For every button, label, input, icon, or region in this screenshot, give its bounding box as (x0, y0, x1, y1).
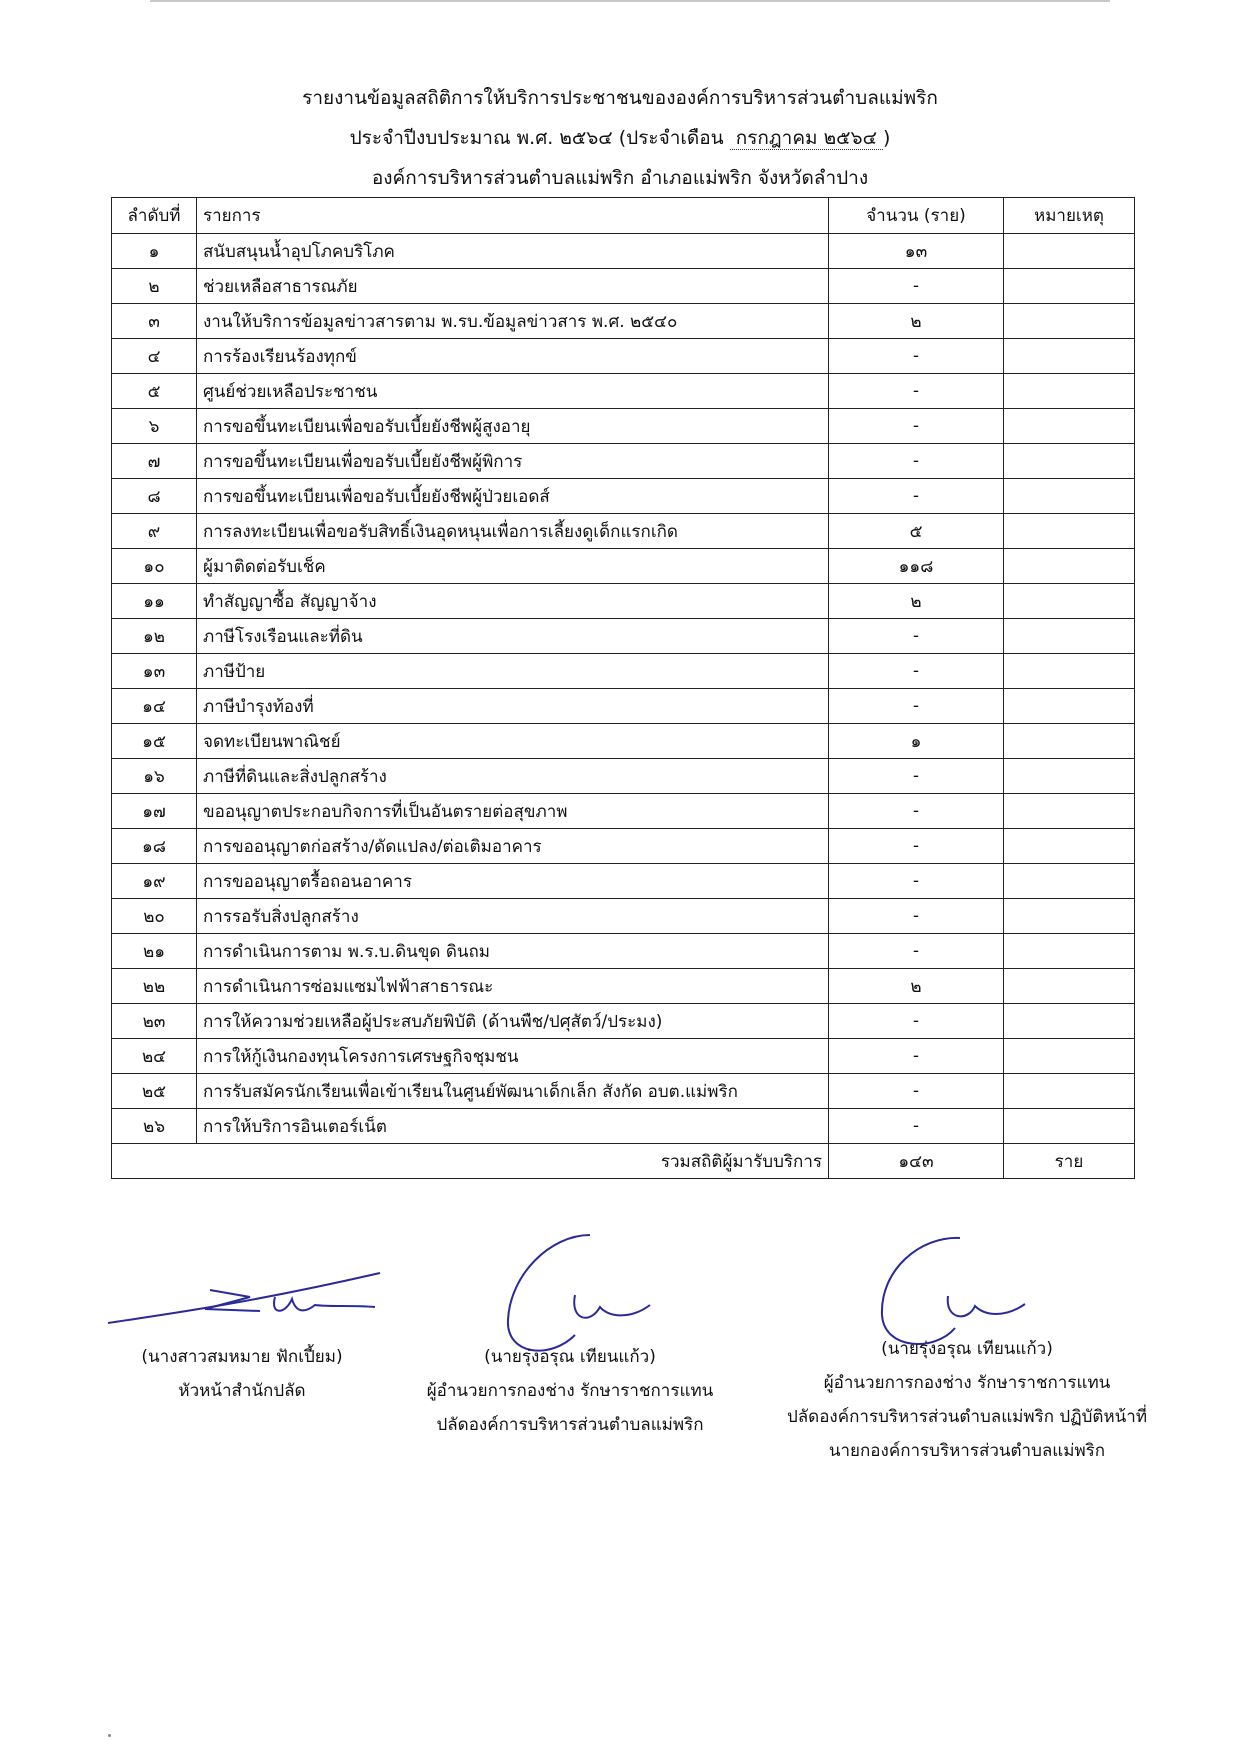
header-remark: หมายเหตุ (1004, 198, 1135, 234)
row-remark (1004, 1039, 1135, 1074)
signer-position: ผู้อำนวยการกองช่าง รักษาราชการแทน (426, 1381, 714, 1401)
row-remark (1004, 409, 1135, 444)
row-remark (1004, 1004, 1135, 1039)
row-count: - (829, 829, 1004, 864)
scan-edge-line (150, 0, 1110, 2)
row-count: - (829, 444, 1004, 479)
row-count: - (829, 899, 1004, 934)
row-number: ๕ (112, 374, 197, 409)
row-number: ๑๙ (112, 864, 197, 899)
row-item: ศูนย์ช่วยเหลือประชาชน (197, 374, 829, 409)
table-row (112, 269, 1135, 304)
row-item: ภาษีบำรุงท้องที่ (197, 689, 829, 724)
row-remark (1004, 269, 1135, 304)
row-number: ๒๑ (112, 934, 197, 969)
table-row (112, 829, 1135, 864)
fiscal-year-text: ประจำปีงบประมาณ พ.ศ. ๒๕๖๔ (ประจำเดือน (349, 127, 724, 149)
row-remark (1004, 934, 1135, 969)
row-number: ๒๓ (112, 1004, 197, 1039)
table-row (112, 339, 1135, 374)
row-item: การร้องเรียนร้องทุกข์ (197, 339, 829, 374)
signer-position: นายกองค์การบริหารส่วนตำบลแม่พริก (828, 1441, 1106, 1461)
scan-speck (108, 1734, 111, 1737)
row-number: ๙ (112, 514, 197, 549)
signature-block-3 (752, 1332, 1182, 1468)
table-row (112, 934, 1135, 969)
row-count: - (829, 689, 1004, 724)
row-count: - (829, 479, 1004, 514)
row-remark (1004, 864, 1135, 899)
row-remark (1004, 234, 1135, 269)
row-remark (1004, 829, 1135, 864)
row-remark (1004, 1074, 1135, 1109)
row-count: - (829, 409, 1004, 444)
row-count: - (829, 1074, 1004, 1109)
report-subtitle (0, 124, 1240, 152)
row-item: การดำเนินการซ่อมแซมไฟฟ้าสาธารณะ (197, 969, 829, 1004)
table-row (112, 759, 1135, 794)
table-total-row (112, 1144, 1135, 1179)
row-item: การรับสมัครนักเรียนเพื่อเข้าเรียนในศูนย์พัฒนาเด็กเล็ก สังกัด อบต.แม่พริก (197, 1074, 829, 1109)
row-count: - (829, 1109, 1004, 1144)
row-item: ผู้มาติดต่อรับเช็ค (197, 549, 829, 584)
signature-mark-1 (100, 1235, 400, 1335)
row-item: ภาษีที่ดินและสิ่งปลูกสร้าง (197, 759, 829, 794)
row-count: - (829, 654, 1004, 689)
table-row (112, 1074, 1135, 1109)
table-row (112, 1004, 1135, 1039)
row-item: การให้บริการอินเตอร์เน็ต (197, 1109, 829, 1144)
table-row (112, 479, 1135, 514)
row-item: การขอขึ้นทะเบียนเพื่อขอรับเบี้ยยังชีพผู้พิการ (197, 444, 829, 479)
row-number: ๔ (112, 339, 197, 374)
organization-line: องค์การบริหารส่วนตำบลแม่พริก อำเภอแม่พริก จังหวัดลำปาง (371, 167, 869, 189)
total-unit: ราย (1004, 1144, 1135, 1179)
signer-name: (นายรุ่งอรุณ เทียนแก้ว) (881, 1339, 1053, 1359)
row-number: ๒๔ (112, 1039, 197, 1074)
row-remark (1004, 339, 1135, 374)
row-number: ๒ (112, 269, 197, 304)
table-row (112, 374, 1135, 409)
row-number: ๖ (112, 409, 197, 444)
table-row (112, 794, 1135, 829)
row-item: การขออนุญาตก่อสร้าง/ดัดแปลง/ต่อเติมอาคาร (197, 829, 829, 864)
signer-name: (นางสาวสมหมาย ฟักเปี้ยม) (141, 1347, 343, 1367)
row-remark (1004, 689, 1135, 724)
row-count: - (829, 934, 1004, 969)
table-row (112, 1039, 1135, 1074)
signer-position: หัวหน้าสำนักปลัด (178, 1381, 306, 1401)
row-remark (1004, 374, 1135, 409)
row-count: ๒ (829, 304, 1004, 339)
row-count: ๑๑๘ (829, 549, 1004, 584)
row-count: - (829, 374, 1004, 409)
row-item: การลงทะเบียนเพื่อขอรับสิทธิ์เงินอุดหนุนเพื่อการเลี้ยงดูเด็กแรกเกิด (197, 514, 829, 549)
row-number: ๑๓ (112, 654, 197, 689)
row-item: งานให้บริการข้อมูลข่าวสารตาม พ.รบ.ข้อมูลข่าวสาร พ.ศ. ๒๕๔๐ (197, 304, 829, 339)
table-row (112, 724, 1135, 759)
table-row (112, 234, 1135, 269)
row-count: - (829, 619, 1004, 654)
row-remark (1004, 724, 1135, 759)
table-header-row (112, 198, 1135, 234)
row-count: - (829, 269, 1004, 304)
row-number: ๑๔ (112, 689, 197, 724)
row-count: - (829, 1004, 1004, 1039)
row-count: - (829, 1039, 1004, 1074)
row-item: การรอรับสิ่งปลูกสร้าง (197, 899, 829, 934)
row-count: ๑๓ (829, 234, 1004, 269)
row-remark (1004, 584, 1135, 619)
row-number: ๓ (112, 304, 197, 339)
row-number: ๒๖ (112, 1109, 197, 1144)
row-number: ๑๕ (112, 724, 197, 759)
signer-position: ผู้อำนวยการกองช่าง รักษาราชการแทน (823, 1373, 1111, 1393)
row-item: ทำสัญญาซื้อ สัญญาจ้าง (197, 584, 829, 619)
row-item: ภาษีป้าย (197, 654, 829, 689)
header-count: จำนวน (ราย) (829, 198, 1004, 234)
report-title: รายงานข้อมูลสถิติการให้บริการประชาชนขององค์การบริหารส่วนตำบลแม่พริก (302, 87, 938, 109)
row-number: ๒๒ (112, 969, 197, 1004)
row-item: สนับสนุนน้ำอุปโภคบริโภค (197, 234, 829, 269)
table-row (112, 409, 1135, 444)
table-row (112, 1109, 1135, 1144)
row-number: ๑๖ (112, 759, 197, 794)
signature-block-1 (112, 1340, 372, 1408)
row-count: - (829, 794, 1004, 829)
row-item: ขออนุญาตประกอบกิจการที่เป็นอันตรายต่อสุขภาพ (197, 794, 829, 829)
row-remark (1004, 759, 1135, 794)
row-number: ๘ (112, 479, 197, 514)
row-number: ๗ (112, 444, 197, 479)
row-number: ๒๐ (112, 899, 197, 934)
row-remark (1004, 514, 1135, 549)
row-item: การให้กู้เงินกองทุนโครงการเศรษฐกิจชุมชน (197, 1039, 829, 1074)
table-row (112, 899, 1135, 934)
table-row (112, 969, 1135, 1004)
table-row (112, 514, 1135, 549)
row-remark (1004, 654, 1135, 689)
signer-name: (นายรุ่งอรุณ เทียนแก้ว) (484, 1347, 656, 1367)
row-remark (1004, 619, 1135, 654)
table-body (112, 234, 1135, 1144)
row-number: ๑๑ (112, 584, 197, 619)
row-remark (1004, 1109, 1135, 1144)
row-item: การขออนุญาตรื้อถอนอาคาร (197, 864, 829, 899)
subtitle-close-paren: ) (882, 127, 891, 149)
row-item: การให้ความช่วยเหลือผู้ประสบภัยพิบัติ (ด้านพืช/ปศุสัตว์/ประมง) (197, 1004, 829, 1039)
table-row (112, 549, 1135, 584)
row-number: ๑๘ (112, 829, 197, 864)
table-row (112, 304, 1135, 339)
row-item: การดำเนินการตาม พ.ร.บ.ดินขุด ดินถม (197, 934, 829, 969)
row-item: จดทะเบียนพาณิชย์ (197, 724, 829, 759)
row-item: การขอขึ้นทะเบียนเพื่อขอรับเบี้ยยังชีพผู้สูงอายุ (197, 409, 829, 444)
header-item: รายการ (197, 198, 829, 234)
row-count: ๑ (829, 724, 1004, 759)
report-month: กรกฎาคม ๒๕๖๔ (730, 127, 883, 150)
table-row (112, 444, 1135, 479)
row-remark (1004, 794, 1135, 829)
row-remark (1004, 479, 1135, 514)
row-number: ๑ (112, 234, 197, 269)
row-number: ๑๒ (112, 619, 197, 654)
row-item: การขอขึ้นทะเบียนเพื่อขอรับเบี้ยยังชีพผู้ป่วยเอดส์ (197, 479, 829, 514)
row-number: ๑๗ (112, 794, 197, 829)
statistics-table (111, 197, 1135, 1179)
signer-position: ปลัดองค์การบริหารส่วนตำบลแม่พริก (436, 1415, 704, 1435)
row-count: - (829, 339, 1004, 374)
row-item: ภาษีโรงเรือนและที่ดิน (197, 619, 829, 654)
row-number: ๑๐ (112, 549, 197, 584)
signature-block-2 (400, 1340, 740, 1442)
table-row (112, 584, 1135, 619)
header-no: ลำดับที่ (112, 198, 197, 234)
row-count: ๒ (829, 969, 1004, 1004)
table-row (112, 654, 1135, 689)
row-remark (1004, 304, 1135, 339)
row-count: - (829, 759, 1004, 794)
table-row (112, 864, 1135, 899)
row-count: ๒ (829, 584, 1004, 619)
table-row (112, 619, 1135, 654)
row-remark (1004, 549, 1135, 584)
row-count: - (829, 864, 1004, 899)
row-item: ช่วยเหลือสาธารณภัย (197, 269, 829, 304)
row-count: ๕ (829, 514, 1004, 549)
row-remark (1004, 899, 1135, 934)
total-count: ๑๔๓ (829, 1144, 1004, 1179)
row-remark (1004, 444, 1135, 479)
row-remark (1004, 969, 1135, 1004)
table-row (112, 689, 1135, 724)
row-number: ๒๕ (112, 1074, 197, 1109)
total-label: รวมสถิติผู้มารับบริการ (112, 1144, 829, 1179)
signer-position: ปลัดองค์การบริหารส่วนตำบลแม่พริก ปฏิบัติหน้าที่ (786, 1407, 1148, 1427)
